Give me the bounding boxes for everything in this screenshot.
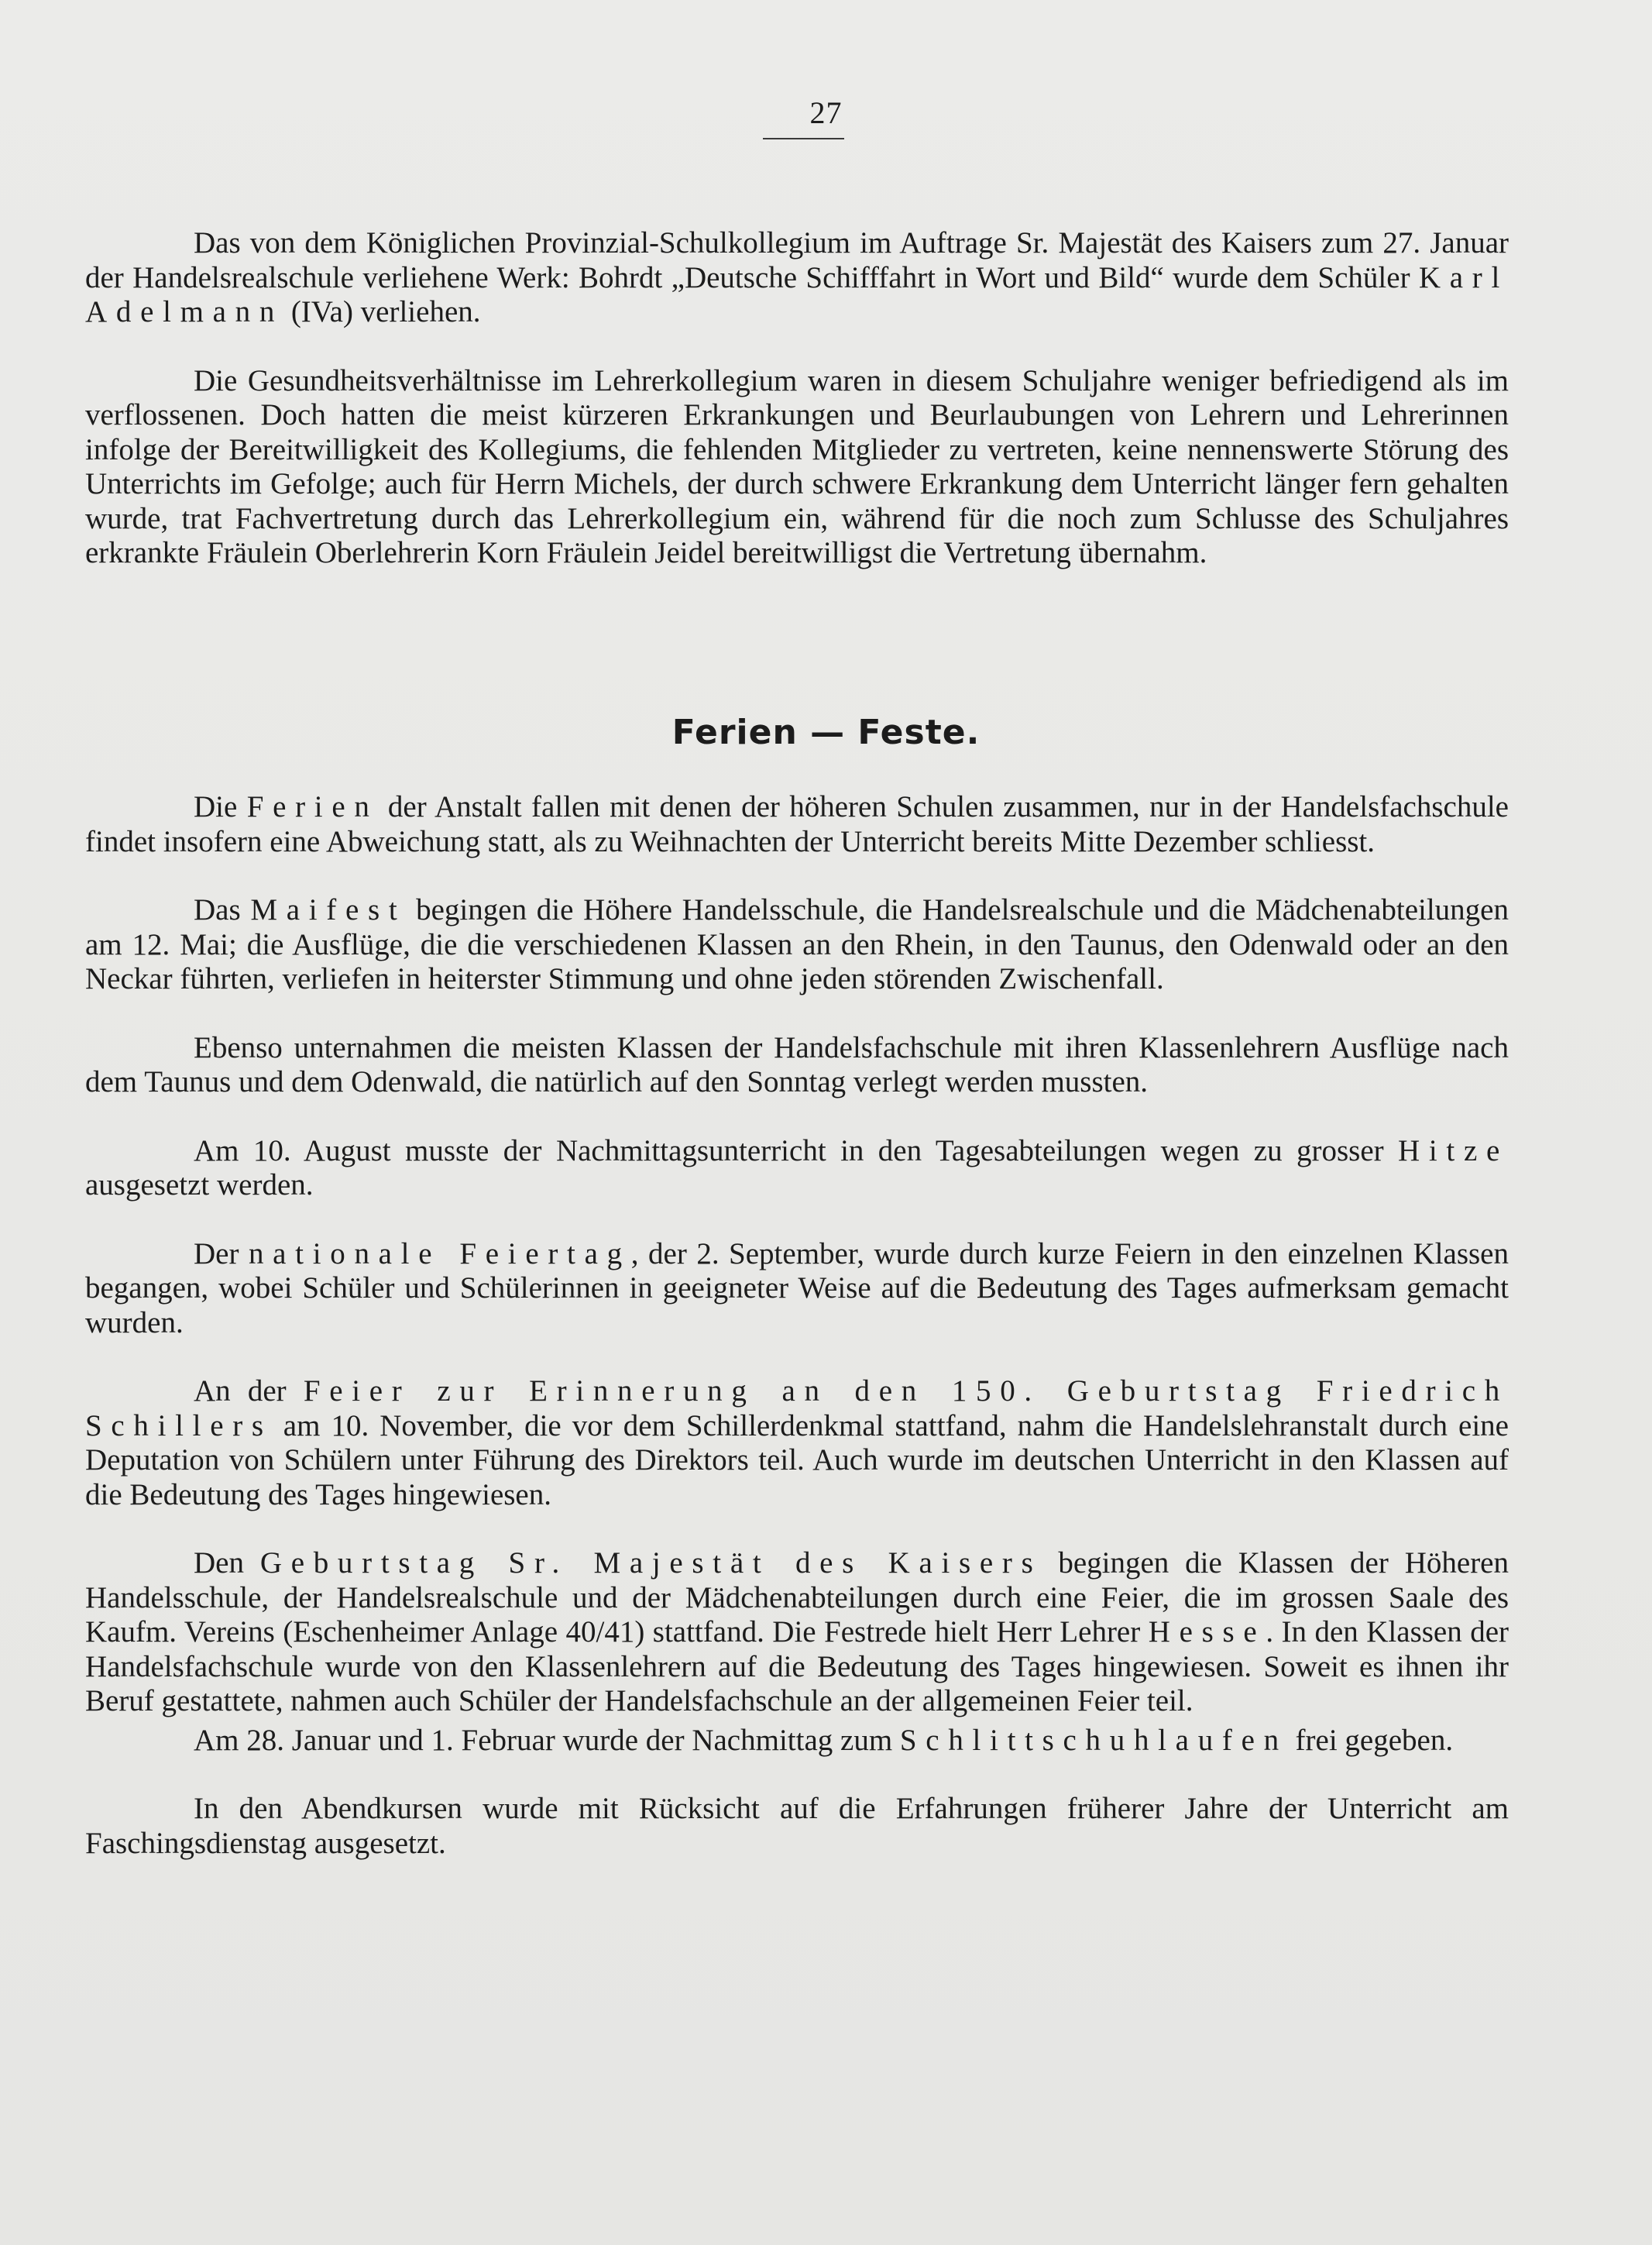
paragraph-ferien: Die Ferien der Anstalt fallen mit denen der höheren Schulen zusammen, nur in der Handelsfachschule findet insofern eine Abweichung statt, als zu Weihnachten der Unterricht bereits Mitte Dezember schliesst.: [85, 790, 1509, 858]
paragraph-health: Die Gesundheitsverhältnisse im Lehrerkollegium waren in diesem Schuljahre weniger befriedigend als im verflossenen. Doch hatten die meist kürzeren Erkrankungen und Beurlaubungen von Lehrern und Lehrerinnen infolge der Bereitwilligkeit des Kollegiums, die fehlenden Mitglieder zu vertreten, keine nennenswerte Störung des Unterrichts im Gefolge; auch für Herrn Michels, der durch schwere Erkrankung dem Unterricht länger fern gehalten wurde, trat Fachvertretung durch das Lehrerkollegium ein, während für die noch zum Schlusse des Schuljahres erkrankte Fräulein Oberlehrerin Korn Fräulein Jeidel bereitwilligst die Vertretung übernahm.: [85, 363, 1509, 569]
paragraph-abendkurse: In den Abendkursen wurde mit Rücksicht auf die Erfahrungen früherer Jahre der Unterricht am Faschingsdienstag ausgesetzt.: [85, 1792, 1509, 1860]
paragraph-hitze: Am 10. August musste der Nachmittagsunterricht in den Tagesabteilungen wegen zu grosser Hitze ausgesetzt werden.: [85, 1133, 1509, 1202]
page-number: 27: [809, 95, 843, 130]
paragraph-schiller: An der Feier zur Erinnerung an den 150. Geburtstag Friedrich Schillers am 10. November, die vor dem Schillerdenkmal stattfand, nahm die Handelslehranstalt durch eine Deputation von Schülern unter Führung des Direktors teil. Auch wurde im deutschen Unterricht in den Klassen auf die Bedeutung des Tages hingewiesen.: [85, 1374, 1509, 1511]
paragraph-feiertag: Der nationale Feiertag, der 2. September, wurde durch kurze Feiern in den einzelnen Klassen begangen, wobei Schüler und Schülerinnen in geeigneter Weise auf die Bedeutung des Tages aufmerksam gemacht wurden.: [85, 1236, 1509, 1339]
paragraph-ausfluege: Ebenso unternahmen die meisten Klassen der Handelsfachschule mit ihren Klassenlehrern Ausflüge nach dem Taunus und dem Odenwald, die natürlich auf den Sonntag verlegt werden mussten.: [85, 1030, 1509, 1098]
paragraph-award: Das von dem Königlichen Provinzial-Schulkollegium im Auftrage Sr. Majestät des Kaisers zum 27. Januar der Handelsrealschule verliehene Werk: Bohrdt „Deutsche Schifffahrt in Wort und Bild“ wurde dem Schüler Karl Adelmann (IVa) verliehen.: [85, 226, 1509, 328]
section-block: [85, 790, 1509, 1861]
section-heading: Ferien — Feste.: [671, 713, 981, 752]
page-number-rule: [763, 138, 844, 139]
paragraph-maifest: Das Maifest begingen die Höhere Handelsschule, die Handelsrealschule und die Mädchenabteilungen am 12. Mai; die Ausflüge, die die verschiedenen Klassen an den Rhein, in den Taunus, den Odenwald oder an den Neckar führten, verliefen in heiterster Stimmung und ohne jeden störenden Zwischenfall.: [85, 893, 1509, 995]
spaced-name: Karl Adelmann: [85, 260, 1509, 328]
paragraph-kaiser: Den Geburtstag Sr. Majestät des Kaisers begingen die Klassen der Höheren Handelsschule, der Handelsrealschule und der Mädchenabteilungen durch eine Feier, die im grossen Saale des Kaufm. Vereins (Eschenheimer Anlage 40/41) stattfand. Die Festrede hielt Herr Lehrer Hesse. In den Klassen der Handelsfachschule wurde von den Klassenlehrern auf die Bedeutung des Tages hingewiesen. Soweit es ihnen ihr Beruf gestattete, nahmen auch Schüler der Handelsfachschule an der allgemeinen Feier teil.: [85, 1546, 1509, 1717]
paragraph-schlittschuh: Am 28. Januar und 1. Februar wurde der Nachmittag zum Schlittschuhlaufen frei gegeben.: [194, 1723, 1454, 1757]
intro-block: [85, 226, 1509, 571]
